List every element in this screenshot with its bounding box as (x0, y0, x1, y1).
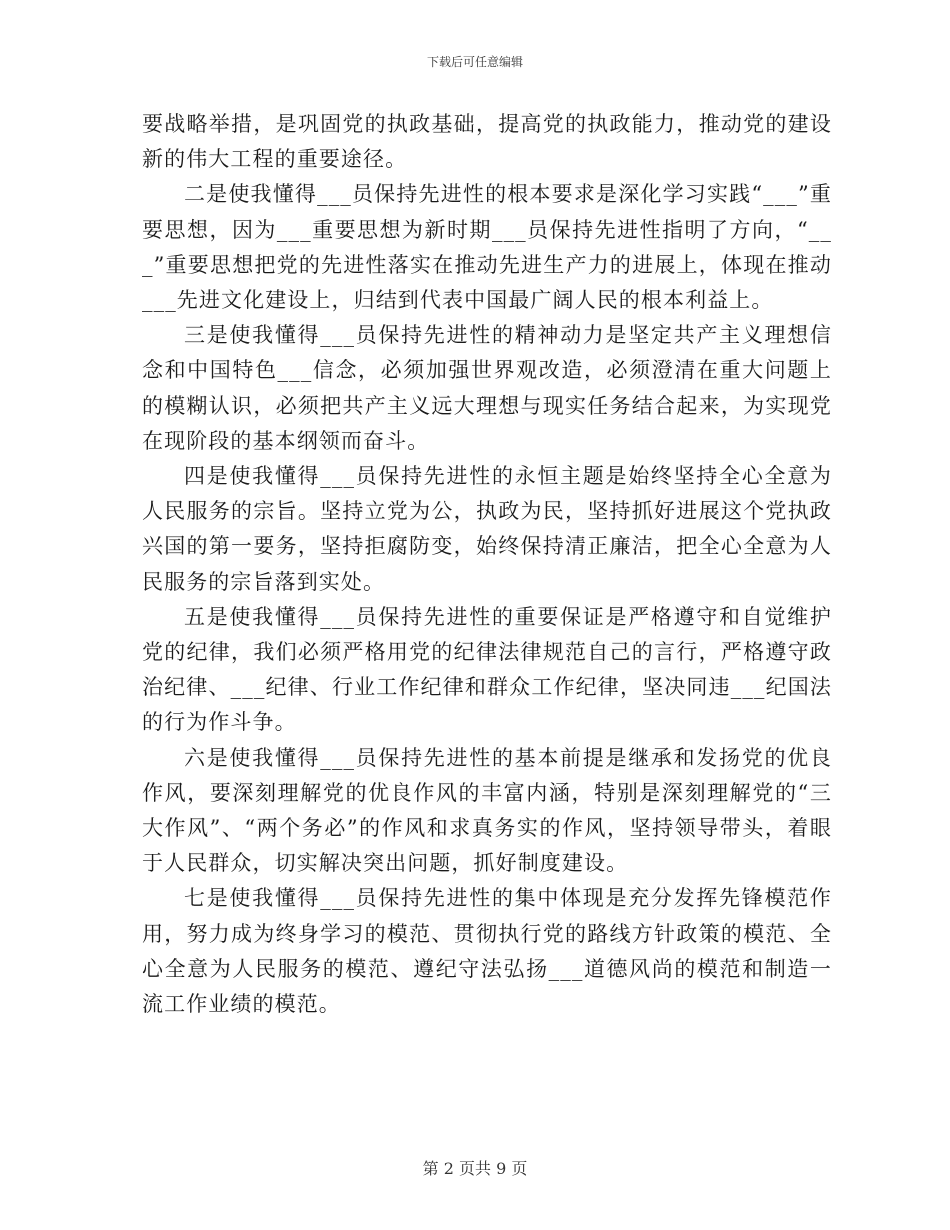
paragraph-point-six: 六是使我懂得___员保持先进性的基本前提是继承和发扬党的优良作风，要深刻理解党的优良作风的丰富内涵，特别是深刻理解党的“三大作风”、“两个务必”的作风和求真务实的作风，坚持领导带头，着眼于人民群众，切实解决突出问题，抓好制度建设。 (142, 745, 832, 876)
paragraph-point-four: 四是使我懂得___员保持先进性的永恒主题是始终坚持全心全意为人民服务的宗旨。坚持立党为公，执政为民，坚持抓好进展这个党执政兴国的第一要务，坚持拒腐防变，始终保持清正廉洁，把全心全意为人民服务的宗旨落到实处。 (142, 464, 832, 594)
page-header-note: 下载后可任意编辑 (426, 55, 523, 69)
page-number-footer: 第 2 页共 9 页 (422, 1159, 528, 1178)
document-body (142, 107, 832, 1022)
paragraph-point-seven: 七是使我懂得___员保持先进性的集中体现是充分发挥先锋模范作用，努力成为终身学习的模范、贯彻执行党的路线方针政策的模范、全心全意为人民服务的模范、遵纪守法弘扬___道德风尚的模范和制造一流工作业绩的模范。 (142, 886, 832, 1017)
paragraph-point-two: 二是使我懂得___员保持先进性的根本要求是深化学习实践“___”重要思想，因为___重要思想为新时期___员保持先进性指明了方向，“___”重要思想把党的先进性落实在推动先进生产力的进展上，体现在推动___先进文化建设上，归结到代表中国最广阔人民的根本利益上。 (142, 182, 832, 313)
paragraph-point-three: 三是使我懂得___员保持先进性的精神动力是坚定共产主义理想信念和中国特色___信念，必须加强世界观改造，必须澄清在重大问题上的模糊认识，必须把共产主义远大理想与现实任务结合起来，为实现党在现阶段的基本纲领而奋斗。 (142, 323, 832, 453)
paragraph-point-five: 五是使我懂得___员保持先进性的重要保证是严格遵守和自觉维护党的纪律，我们必须严格用党的纪律法律规范自己的言行，严格遵守政治纪律、___纪律、行业工作纪律和群众工作纪律，坚决同违___纪国法的行为作斗争。 (142, 604, 832, 735)
paragraph-continuation: 要战略举措，是巩固党的执政基础，提高党的执政能力，推动党的建设新的伟大工程的重要途径。 (142, 112, 832, 172)
